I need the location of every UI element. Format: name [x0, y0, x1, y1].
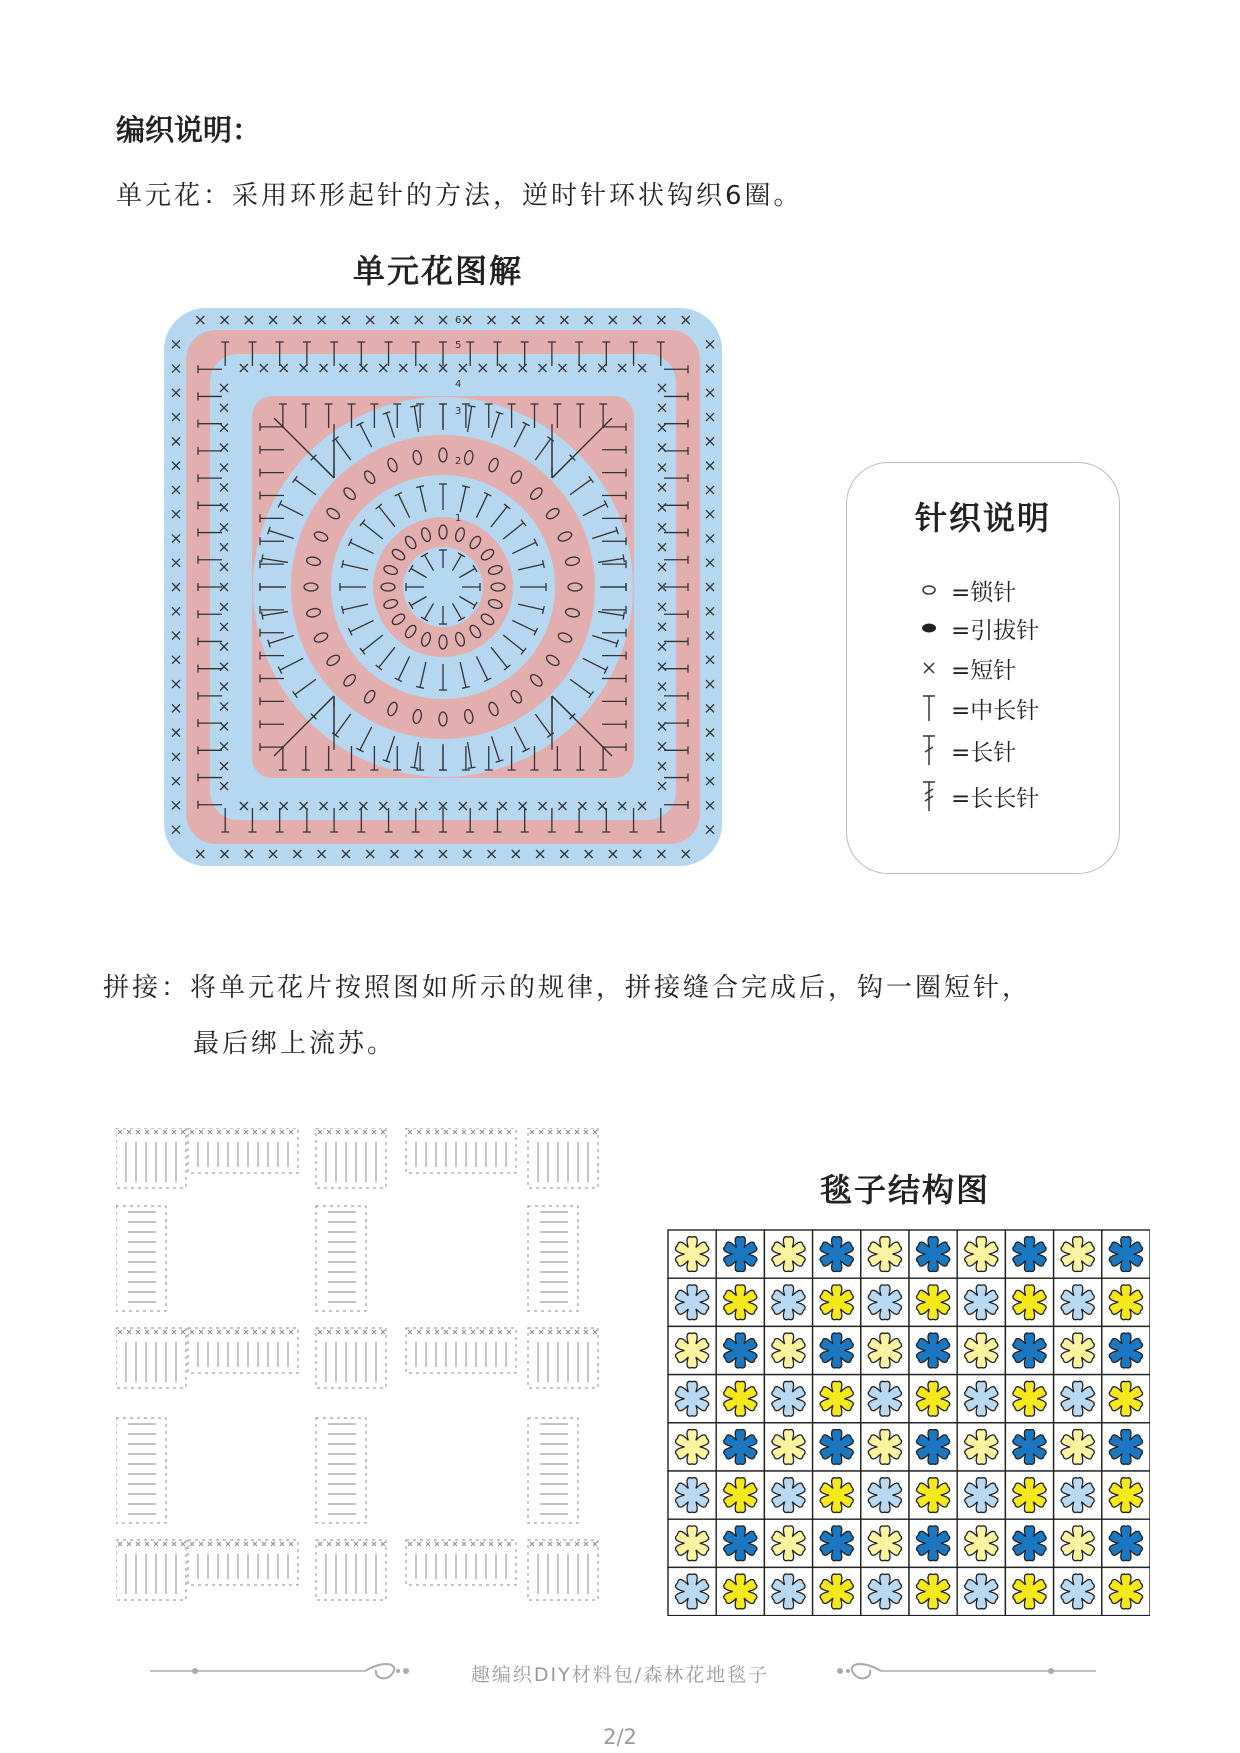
single-crochet-stitch: [363, 1542, 367, 1546]
single-crochet-stitch: [498, 1130, 502, 1134]
single-crochet-stitch: [226, 1130, 230, 1134]
single-crochet-stitch: [408, 1130, 412, 1134]
single-crochet-stitch: [530, 1330, 534, 1334]
intro-text: 单元花：采用环形起针的方法，逆时针环状钩织6圈。: [116, 181, 803, 211]
single-crochet-stitch: [235, 1330, 239, 1334]
single-crochet-stitch: [190, 1330, 194, 1334]
single-crochet-stitch: [489, 1130, 493, 1134]
single-crochet-stitch: [163, 1330, 167, 1334]
single-crochet-stitch: [318, 1130, 322, 1134]
single-crochet-stitch: [471, 1330, 475, 1334]
motif-diagram: [164, 308, 722, 866]
single-crochet-stitch: [539, 1330, 543, 1334]
single-crochet-stitch: [280, 1130, 284, 1134]
single-crochet-stitch: [217, 1330, 221, 1334]
single-crochet-stitch: [145, 1542, 149, 1546]
legend-item-chain: [917, 573, 1016, 607]
single-crochet-stitch: [154, 1130, 158, 1134]
single-crochet-stitch: [498, 1542, 502, 1546]
single-crochet-stitch: [381, 1542, 385, 1546]
single-crochet-stitch: [199, 1130, 203, 1134]
single-crochet-stitch: [118, 1542, 122, 1546]
single-crochet-stitch: [226, 1330, 230, 1334]
single-crochet-stitch: [253, 1542, 257, 1546]
legend-item-treble-crochet: [917, 779, 1039, 813]
single-crochet-stitch: [417, 1330, 421, 1334]
single-crochet-stitch: [539, 1130, 543, 1134]
single-crochet-stitch: [548, 1330, 552, 1334]
footer-text: 趣编织DIY材料包/森林花地毯子: [470, 1664, 770, 1686]
single-crochet-stitch: [327, 1542, 331, 1546]
page-number: 2/2: [603, 1725, 637, 1749]
section-heading: 编织说明：: [116, 113, 262, 147]
single-crochet-stitch: [336, 1542, 340, 1546]
single-crochet-stitch: [262, 1542, 266, 1546]
single-crochet-stitch: [584, 1542, 588, 1546]
structure-title: 毯子结构图: [820, 1171, 991, 1209]
single-crochet-stitch: [557, 1330, 561, 1334]
blanket-structure-grid: [666, 1228, 1150, 1616]
single-crochet-stitch: [127, 1330, 131, 1334]
single-crochet-stitch: [426, 1330, 430, 1334]
legend-label: =长针: [951, 739, 1017, 766]
single-crochet-stitch: [444, 1542, 448, 1546]
single-crochet-stitch: [480, 1330, 484, 1334]
single-crochet-stitch: [345, 1130, 349, 1134]
single-crochet-stitch: [462, 1130, 466, 1134]
single-crochet-stitch: [480, 1542, 484, 1546]
single-crochet-stitch: [136, 1330, 140, 1334]
single-crochet-stitch: [507, 1542, 511, 1546]
half-double-crochet-icon: [917, 691, 941, 725]
single-crochet-stitch: [498, 1330, 502, 1334]
single-crochet-stitch: [190, 1130, 194, 1134]
single-crochet-stitch: [271, 1330, 275, 1334]
single-crochet-stitch: [584, 1130, 588, 1134]
round-number: 1: [455, 513, 462, 524]
single-crochet-stitch: [271, 1542, 275, 1546]
single-crochet-stitch: [444, 1330, 448, 1334]
single-crochet-stitch: [289, 1542, 293, 1546]
single-crochet-stitch: [318, 1542, 322, 1546]
single-crochet-stitch: [575, 1130, 579, 1134]
single-crochet-stitch: [235, 1130, 239, 1134]
single-crochet-stitch: [163, 1130, 167, 1134]
single-crochet-stitch: [235, 1542, 239, 1546]
single-crochet-stitch: [471, 1542, 475, 1546]
single-crochet-stitch: [136, 1542, 140, 1546]
motif-edge-block: [188, 1128, 298, 1173]
single-crochet-stitch: [507, 1130, 511, 1134]
single-crochet-stitch: [262, 1330, 266, 1334]
single-crochet-stitch: [417, 1130, 421, 1134]
legend-label: =锁针: [951, 579, 1017, 606]
single-crochet-stitch: [208, 1330, 212, 1334]
single-crochet-stitch: [217, 1130, 221, 1134]
single-crochet-stitch: [548, 1130, 552, 1134]
motif-edge-block: [188, 1540, 298, 1585]
single-crochet-stitch: [154, 1542, 158, 1546]
single-crochet-stitch: [253, 1130, 257, 1134]
single-crochet-stitch: [208, 1130, 212, 1134]
single-crochet-stitch: [453, 1330, 457, 1334]
single-crochet-stitch: [181, 1130, 185, 1134]
single-crochet-stitch: [354, 1330, 358, 1334]
single-crochet-stitch: [199, 1542, 203, 1546]
legend-item-single-crochet: [917, 651, 1016, 685]
single-crochet-stitch: [593, 1130, 597, 1134]
legend-label: =中长针: [951, 697, 1040, 724]
motif-edge-block: [406, 1540, 516, 1585]
single-crochet-stitch: [354, 1542, 358, 1546]
footer-ornament-right: [836, 1656, 1096, 1686]
single-crochet-stitch: [462, 1542, 466, 1546]
single-crochet-stitch: [575, 1542, 579, 1546]
legend-label: =引拔针: [951, 617, 1040, 644]
single-crochet-stitch: [530, 1130, 534, 1134]
single-crochet-stitch: [327, 1330, 331, 1334]
legend-item-double-crochet: [917, 733, 1016, 767]
single-crochet-stitch: [593, 1330, 597, 1334]
round-number: 3: [455, 406, 462, 417]
motif-edge-block: [406, 1128, 516, 1173]
single-crochet-stitch: [408, 1330, 412, 1334]
single-crochet-stitch: [118, 1330, 122, 1334]
single-crochet-stitch: [208, 1542, 212, 1546]
single-crochet-stitch: [489, 1330, 493, 1334]
single-crochet-stitch: [145, 1130, 149, 1134]
single-crochet-stitch: [453, 1542, 457, 1546]
single-crochet-stitch: [345, 1542, 349, 1546]
single-crochet-stitch: [327, 1130, 331, 1134]
join-instructions: [103, 960, 1031, 1072]
single-crochet-stitch: [289, 1130, 293, 1134]
single-crochet-stitch: [244, 1330, 248, 1334]
single-crochet-stitch: [289, 1330, 293, 1334]
stitch-legend: [846, 462, 1120, 874]
single-crochet-stitch: [471, 1130, 475, 1134]
single-crochet-stitch: [199, 1330, 203, 1334]
treble-crochet-icon: [917, 779, 941, 813]
single-crochet-stitch: [435, 1130, 439, 1134]
single-crochet-stitch: [345, 1330, 349, 1334]
round-number: 4: [455, 379, 462, 390]
single-crochet-stitch: [566, 1330, 570, 1334]
single-crochet-stitch: [336, 1330, 340, 1334]
single-crochet-stitch: [127, 1130, 131, 1134]
single-crochet-stitch: [372, 1130, 376, 1134]
diagram-title: 单元花图解: [353, 252, 524, 290]
single-crochet-stitch: [372, 1542, 376, 1546]
single-crochet-stitch: [557, 1542, 561, 1546]
joining-layout-diagram: [116, 1128, 610, 1614]
single-crochet-stitch: [530, 1542, 534, 1546]
single-crochet-stitch: [584, 1330, 588, 1334]
single-crochet-stitch: [593, 1542, 597, 1546]
single-crochet-stitch: [354, 1130, 358, 1134]
single-crochet-stitch: [557, 1130, 561, 1134]
single-crochet-stitch: [318, 1330, 322, 1334]
single-crochet-stitch: [226, 1542, 230, 1546]
single-crochet-stitch: [127, 1542, 131, 1546]
single-crochet-stitch: [363, 1330, 367, 1334]
round-number: 5: [455, 340, 462, 351]
join-line-1: 拼接：将单元花片按照图如所示的规律，拼接缝合完成后，钩一圈短针，: [103, 973, 1032, 1003]
single-crochet-stitch: [507, 1330, 511, 1334]
legend-item-half-double-crochet: [917, 691, 1039, 725]
legend-label: =长长针: [951, 785, 1040, 812]
single-crochet-stitch: [253, 1330, 257, 1334]
chain-icon: [917, 573, 941, 607]
single-crochet-stitch: [181, 1542, 185, 1546]
double-crochet-icon: [917, 733, 941, 767]
single-crochet-stitch: [426, 1542, 430, 1546]
single-crochet-stitch: [172, 1542, 176, 1546]
single-crochet-stitch: [435, 1330, 439, 1334]
single-crochet-stitch: [145, 1330, 149, 1334]
slip-stitch-icon: [917, 611, 941, 645]
single-crochet-stitch: [118, 1130, 122, 1134]
single-crochet-stitch: [172, 1330, 176, 1334]
single-crochet-icon: [917, 651, 941, 685]
single-crochet-stitch: [566, 1542, 570, 1546]
single-crochet-stitch: [172, 1130, 176, 1134]
single-crochet-stitch: [363, 1130, 367, 1134]
motif-edge-block: [406, 1328, 516, 1373]
single-crochet-stitch: [381, 1130, 385, 1134]
single-crochet-stitch: [271, 1130, 275, 1134]
single-crochet-stitch: [426, 1130, 430, 1134]
single-crochet-stitch: [539, 1542, 543, 1546]
single-crochet-stitch: [489, 1542, 493, 1546]
single-crochet-stitch: [217, 1542, 221, 1546]
motif-edge-block: [188, 1328, 298, 1373]
join-line-2: 最后绑上流苏。: [193, 1029, 397, 1059]
legend-item-slip-stitch: [917, 611, 1039, 645]
single-crochet-stitch: [136, 1130, 140, 1134]
single-crochet-stitch: [480, 1130, 484, 1134]
single-crochet-stitch: [408, 1542, 412, 1546]
legend-label: =短针: [951, 657, 1017, 684]
single-crochet-stitch: [372, 1330, 376, 1334]
round-number: 6: [455, 315, 462, 326]
single-crochet-stitch: [381, 1330, 385, 1334]
single-crochet-stitch: [244, 1542, 248, 1546]
single-crochet-stitch: [280, 1542, 284, 1546]
single-crochet-stitch: [244, 1130, 248, 1134]
single-crochet-stitch: [548, 1542, 552, 1546]
single-crochet-stitch: [462, 1330, 466, 1334]
single-crochet-stitch: [190, 1542, 194, 1546]
single-crochet-stitch: [336, 1130, 340, 1134]
single-crochet-stitch: [163, 1542, 167, 1546]
single-crochet-stitch: [435, 1542, 439, 1546]
round-number: 2: [455, 456, 462, 467]
single-crochet-stitch: [453, 1130, 457, 1134]
single-crochet-stitch: [575, 1330, 579, 1334]
single-crochet-stitch: [154, 1330, 158, 1334]
legend-title: 针织说明: [914, 499, 1051, 537]
single-crochet-stitch: [417, 1542, 421, 1546]
single-crochet-stitch: [444, 1130, 448, 1134]
single-crochet-stitch: [566, 1130, 570, 1134]
single-crochet-stitch: [181, 1330, 185, 1334]
single-crochet-stitch: [262, 1130, 266, 1134]
single-crochet-stitch: [280, 1330, 284, 1334]
